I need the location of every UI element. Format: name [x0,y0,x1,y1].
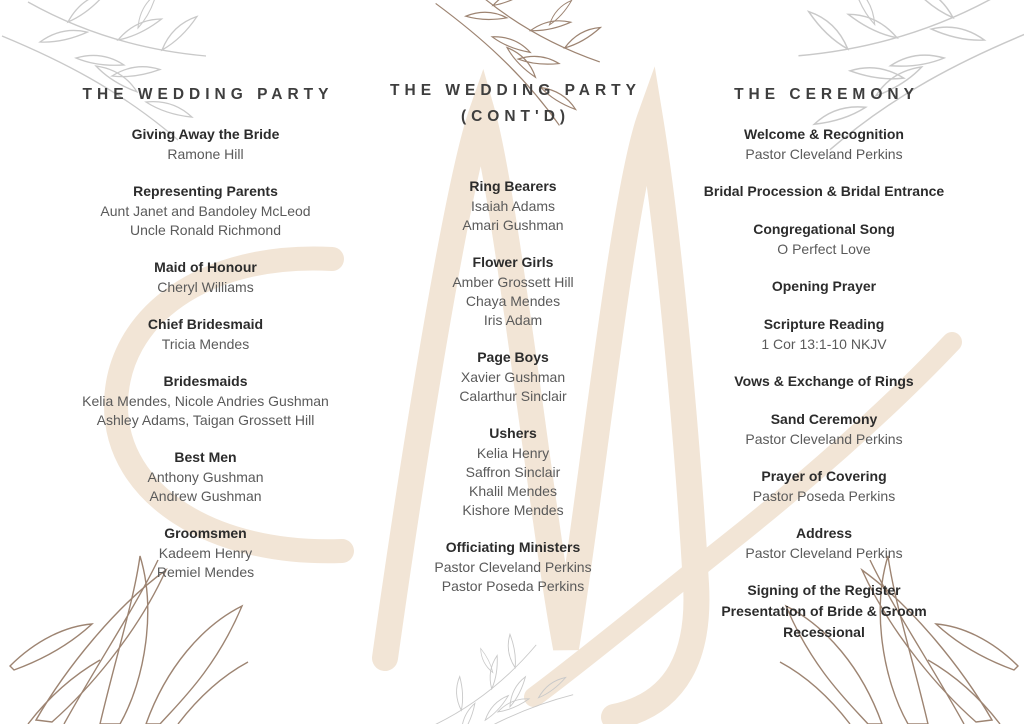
program-section [663,181,985,202]
section-title: Bridal Procession & Bridal Entrance [703,183,945,199]
section-title: Best Men [174,449,237,465]
section-title: Recessional [783,624,865,640]
program-section [363,347,663,406]
section-title: Ring Bearers [469,178,557,194]
section-title: Sand Ceremony [770,411,878,427]
program-section [663,580,985,643]
section-name: Isaiah Adams [470,198,556,214]
section-title: Signing of the Register [747,582,901,598]
section-name: Calarthur Sinclair [459,388,567,404]
section-name: 1 Cor 13:1-10 NKJV [761,336,887,352]
program-section [663,124,985,164]
column-heading-line: (CONT'D) [460,108,571,125]
program-section [363,176,663,235]
section-title: Scripture Reading [763,316,885,332]
program-section [663,466,985,506]
column-heading-line: THE WEDDING PARTY [82,86,334,103]
column-body [48,124,363,582]
program-section [48,523,363,582]
section-title: Flower Girls [472,254,554,270]
column-heading-line: THE CEREMONY [734,86,919,103]
section-title: Welcome & Recognition [744,126,904,142]
section-name: Pastor Cleveland Perkins [434,559,592,575]
column-wedding-party-contd [363,78,663,660]
column-heading-line: THE WEDDING PARTY [390,82,641,99]
section-name: Pastor Cleveland Perkins [745,146,903,162]
program-section [48,314,363,354]
program-section [363,537,663,596]
section-name: Saffron Sinclair [465,464,561,480]
section-name: Ramone Hill [167,146,244,162]
section-name: Pastor Cleveland Perkins [745,431,903,447]
section-name: Pastor Poseda Perkins [752,488,896,504]
section-title: Ushers [489,425,537,441]
section-name: Tricia Mendes [161,336,250,352]
column-heading [363,78,663,130]
section-title: Representing Parents [133,183,278,199]
section-name: Anthony Gushman [147,469,264,485]
section-title: Vows & Exchange of Rings [734,373,914,389]
program-section [663,219,985,259]
program-section [48,124,363,164]
section-name: Cheryl Williams [157,279,254,295]
program-section [48,371,363,430]
program-section [663,314,985,354]
section-title: Opening Prayer [771,278,877,294]
column-heading [663,82,985,108]
section-title: Bridesmaids [163,373,248,389]
section-name: Ashley Adams, Taigan Grossett Hill [96,412,315,428]
section-title: Officiating Ministers [445,539,581,555]
section-name: O Perfect Love [777,241,871,257]
section-name: Amari Gushman [462,217,564,233]
section-title: Address [795,525,853,541]
column-body [663,124,985,643]
section-name: Khalil Mendes [469,483,557,499]
section-title: Maid of Honour [154,259,257,275]
section-title: Presentation of Bride & Groom [721,603,927,619]
program-section [663,523,985,563]
section-name: Kishore Mendes [462,502,564,518]
column-ceremony [663,78,985,660]
section-name: Pastor Cleveland Perkins [745,545,903,561]
section-title: Page Boys [477,349,549,365]
section-title: Chief Bridesmaid [147,316,264,332]
program-section [663,276,985,297]
column-body [363,176,663,596]
section-name: Xavier Gushman [460,369,566,385]
program-section [48,447,363,506]
program-section [48,257,363,297]
section-name: Kelia Mendes, Nicole Andries Gushman [82,393,329,409]
section-name: Iris Adam [483,312,543,328]
section-name: Uncle Ronald Richmond [130,222,281,238]
section-title: Prayer of Covering [761,468,887,484]
section-name: Aunt Janet and Bandoley McLeod [100,203,311,219]
section-title: Groomsmen [164,525,247,541]
program-section [363,423,663,520]
column-wedding-party [48,78,363,660]
section-name: Kadeem Henry [158,545,253,561]
program-section [663,409,985,449]
program-section [663,371,985,392]
program-section [48,181,363,240]
section-name: Pastor Poseda Perkins [441,578,585,594]
section-title: Congregational Song [753,221,895,237]
program-section [363,252,663,330]
section-name: Andrew Gushman [149,488,262,504]
column-heading [48,82,363,108]
section-name: Chaya Mendes [465,293,561,309]
section-title: Giving Away the Bride [131,126,280,142]
section-name: Amber Grossett Hill [452,274,574,290]
section-name: Remiel Mendes [156,564,255,580]
section-name: Kelia Henry [476,445,550,461]
